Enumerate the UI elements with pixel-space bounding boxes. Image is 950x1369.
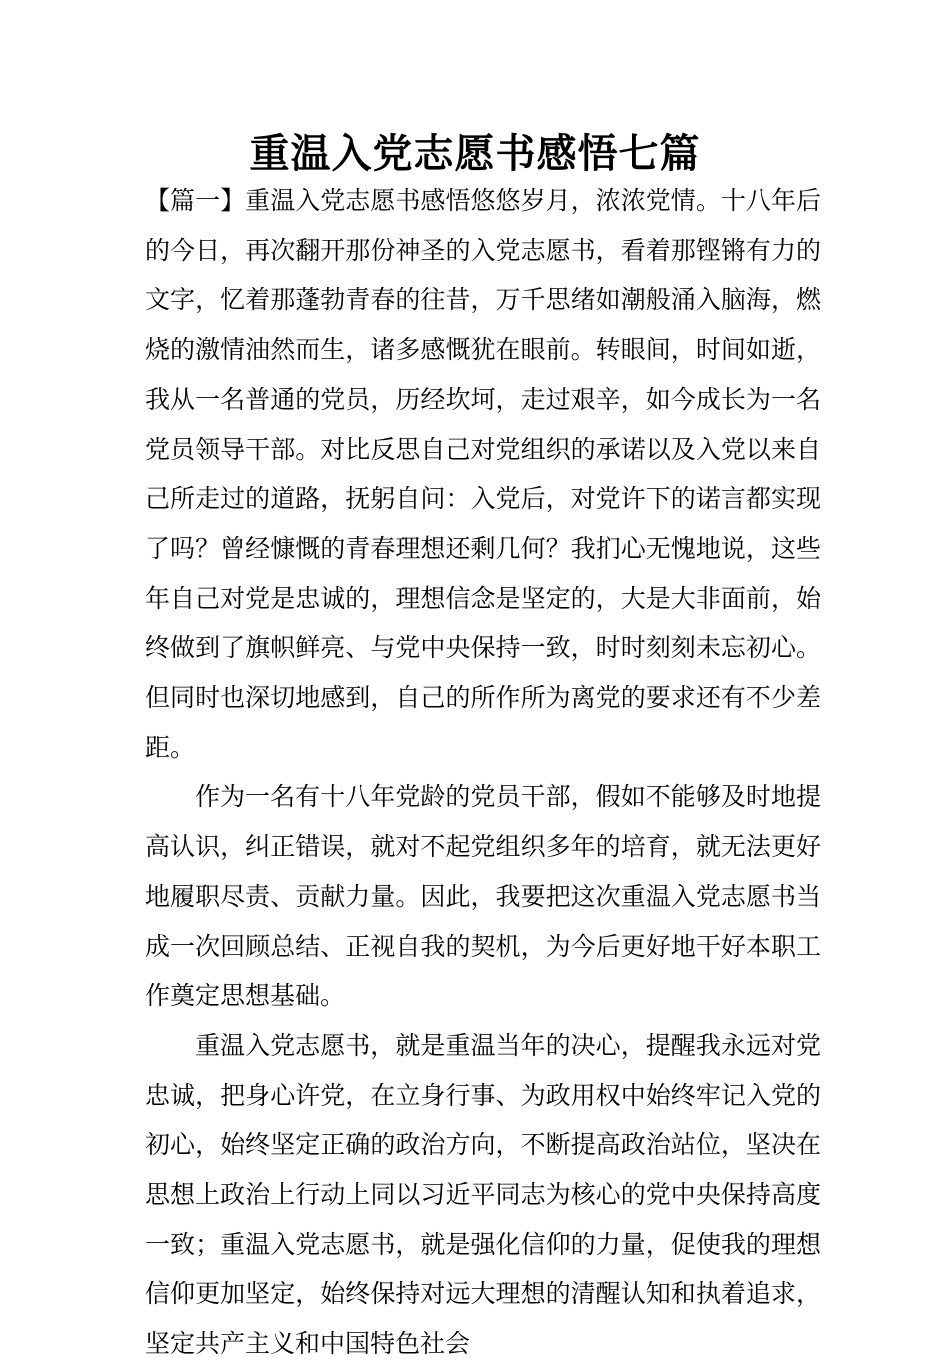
paragraph-2: 作为一名有十八年党龄的党员干部，假如不能够及时地提高认识，纠正错误，就对不起党组织多年的培育，就无法更好地履职尽责、贡献力量。因此，我要把这次重温入党志愿书当成一次回顾总结、正视自我的契机，为今后更好地干好本职工作奠定思想基础。 <box>145 782 821 1011</box>
document-title: 重温入党志愿书感悟七篇 <box>249 130 701 177</box>
paragraph-1: 【篇一】重温入党志愿书感悟悠悠岁月，浓浓党情。十八年后的今日，再次翻开那份神圣的入党志愿书，看着那铿锵有力的文字，忆着那蓬勃青春的往昔，万千思绪如潮般涌入脑海，燃烧的激情油然而生，诸多感慨犹在眼前。转眼间，时间如逝，我从一名普通的党员，历经坎坷，走过艰辛，如今成长为一名党员领导干部。对比反思自己对党组织的承诺以及入党以来自己所走过的道路，抚躬自问：入党后，对党许下的诺言都实现了吗？曾经慷慨的青春理想还剩几何？我扪心无愧地说，这些年自己对党是忠诚的，理想信念是坚定的，大是大非面前，始终做到了旗帜鲜亮、与党中央保持一致，时时刻刻未忘初心。但同时也深切地感到，自己的所作所为离党的要求还有不少差距。 <box>145 186 821 762</box>
paragraph-3: 重温入党志愿书，就是重温当年的决心，提醒我永远对党忠诚，把身心许党，在立身行事、为政用权中始终牢记入党的初心，始终坚定正确的政治方向，不断提高政治站位，坚决在思想上政治上行动上同以习近平同志为核心的党中央保持高度一致；重温入党志愿书，就是强化信仰的力量，促使我的理想信仰更加坚定，始终保持对远大理想的清醒认知和执着追求，坚定共产主义和中国特色社会 <box>145 1030 821 1359</box>
document-body <box>145 176 821 1369</box>
